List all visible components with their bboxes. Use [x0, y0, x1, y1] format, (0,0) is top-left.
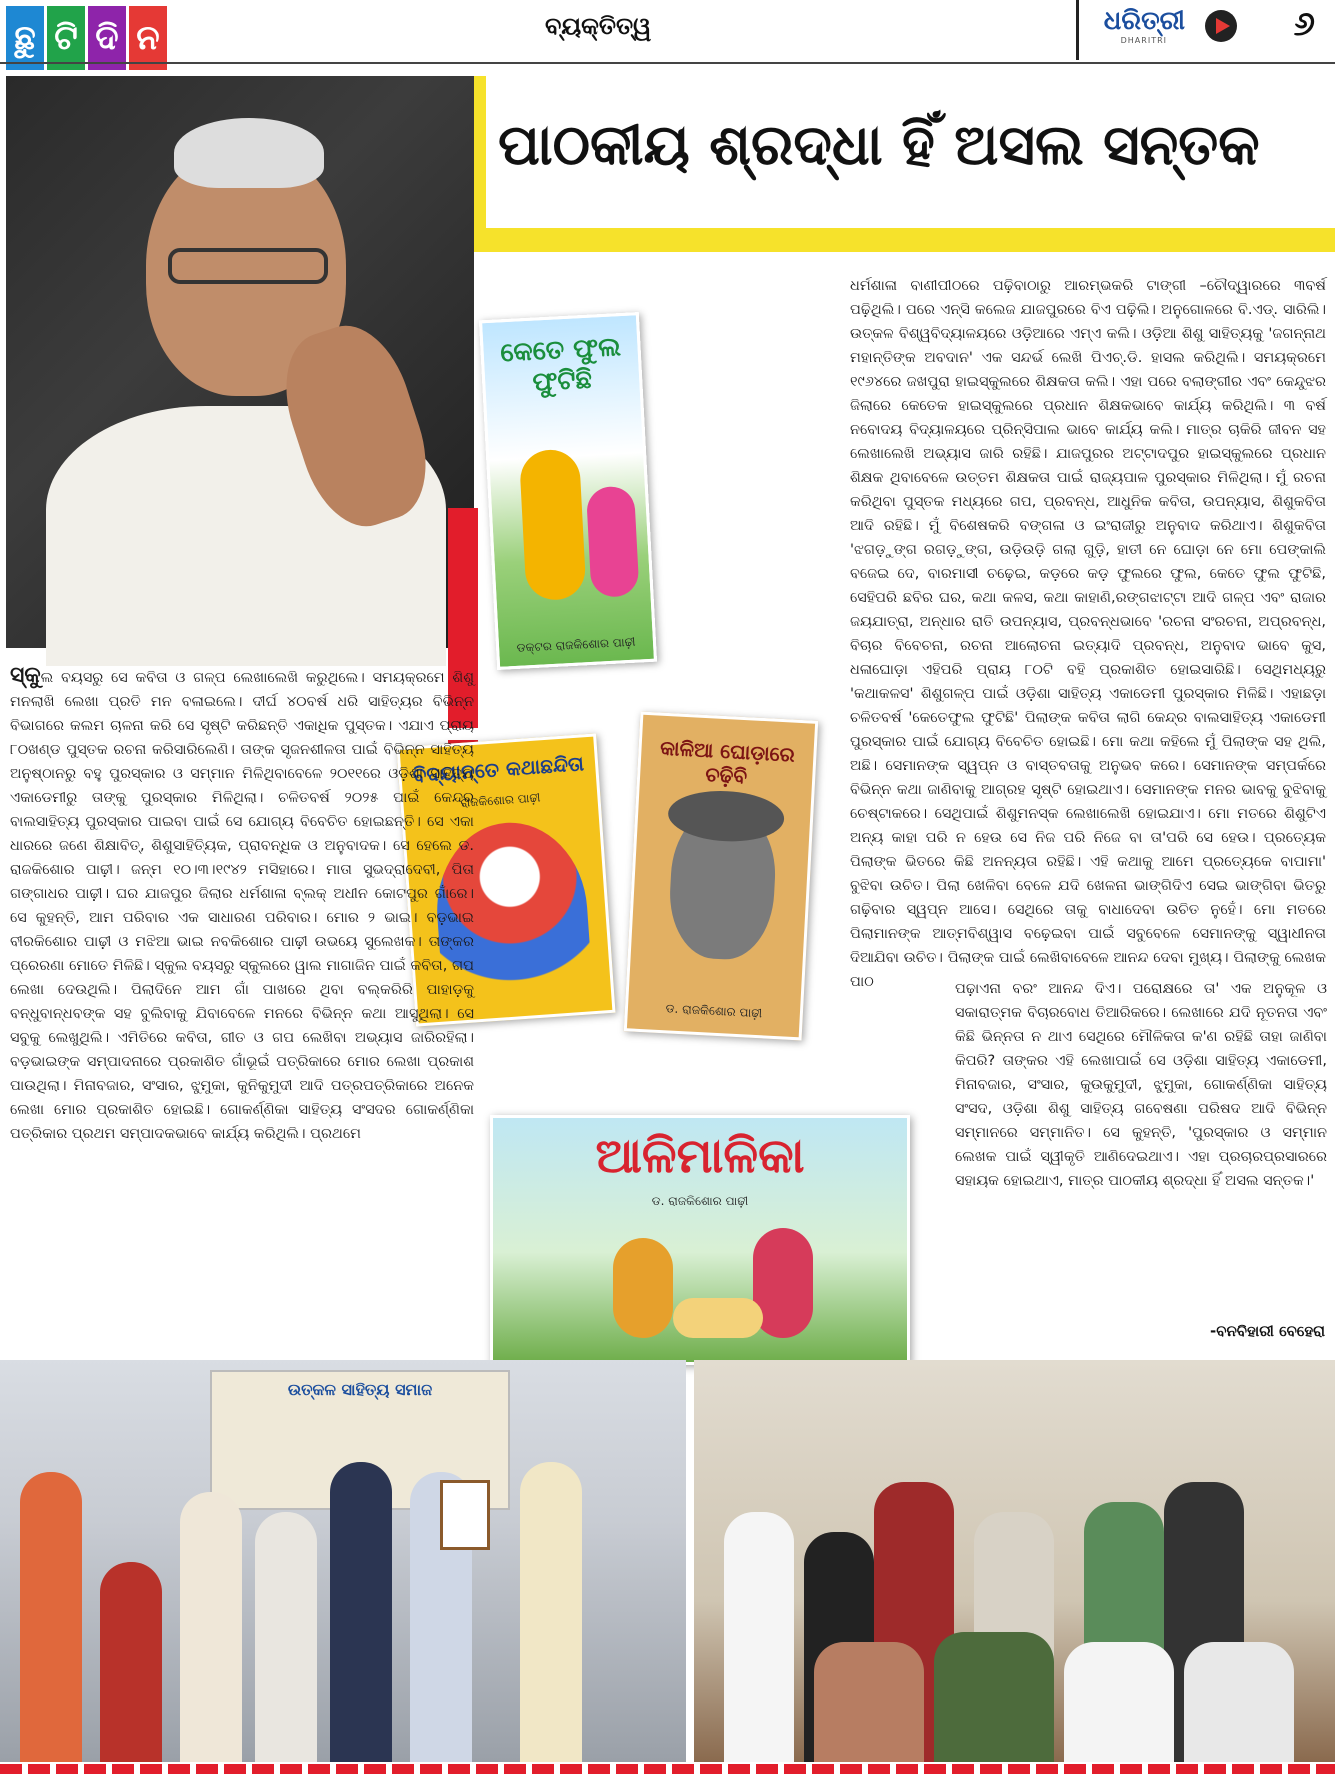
portrait-glasses	[168, 248, 328, 284]
person	[520, 1462, 582, 1762]
book-title: ଆଳିମାଳିକା	[595, 1128, 805, 1184]
person	[180, 1492, 242, 1762]
illustration-boy	[519, 448, 587, 601]
brand-subtitle: DHARITRI	[1120, 36, 1167, 45]
logo-letter: ଛୁ	[6, 6, 44, 70]
header-rule	[0, 62, 1335, 64]
person	[100, 1562, 162, 1762]
article-text: ପଢ଼ାଏନା ବରଂ ଆନନ୍ଦ ଦିଏ। ପରୋକ୍ଷରେ ତା' ଏକ ଅନୁକୂଳ ଓ ସକାରାତ୍ମକ ବିଚାରବୋଧ ତିଆରିକରେ। ଲେଖାରେ ଯଦି ନୂତନତା ଏବଂ କିଛି ଭିନ୍ନତା ନ ଥାଏ ସେଥିରେ ମୌଳିକତା କ'ଣ ରହିଛି ତାହା ଜାଣିବା କିପରି? ତାଙ୍କର ଏହି ଲେଖାପାଇଁ ସେ ଓଡ଼ିଶା ସାହିତ୍ୟ ଏକାଡେମୀ, ମିନାବଜାର, ସଂସାର, କୁଉକୁମୁଦୀ, ଝୁମୁକା, ଗୋକର୍ଣ୍ଣିକା ସାହିତ୍ୟ ସଂସଦ, ଓଡ଼ିଶା ଶିଶୁ ସାହିତ୍ୟ ଗବେଷଣା ପରିଷଦ ଆଦି ବିଭିନ୍ନ ସମ୍ମାନରେ ସମ୍ମାନିତ। ସେ କୁହନ୍ତି, 'ପୁରସ୍କାର ଓ ସମ୍ମାନ ଲେଖକ ପାଇଁ ସ୍ୱୀକୃତି ଆଣିଦେଇଥାଏ। ଏହା ପ୍ରଚାରପ୍ରସାରରେ ସହାୟକ ହୋଇଥାଏ, ମାତ୍ର ପାଠକୀୟ ଶ୍ରଦ୍ଧା ହିଁ ଅସଲ ସନ୍ତକ।'	[955, 981, 1327, 1189]
book-cover-4	[490, 1115, 910, 1365]
drop-cap: ସ୍କୁ	[10, 663, 41, 688]
section-logo	[6, 6, 170, 70]
page-number: ୬	[1293, 4, 1315, 44]
book-author: ଡ. ରାଜକିଶୋର ପାଢ଼ୀ	[651, 1194, 749, 1208]
footer-bar	[0, 1764, 1335, 1774]
headline: ପାଠକୀୟ ଶ୍ରଦ୍ଧା ହିଁ ଅସଲ ସନ୍ତକ	[498, 112, 1260, 178]
book-cover-1	[479, 312, 657, 670]
illustration-girl	[586, 486, 640, 598]
author-portrait	[6, 76, 474, 648]
book-cover-3	[624, 712, 819, 1041]
brand-logo: ଧରିତ୍ରୀ	[1103, 6, 1185, 36]
logo-letter: ଦି	[88, 6, 126, 70]
headline-accent	[474, 76, 486, 252]
book-title: କାଳିଆ ଘୋଡ଼ାରେ ଚଢ଼ିବି	[659, 735, 796, 789]
award-ceremony-photo	[0, 1360, 686, 1762]
banner-text: ଉତ୍କଳ ସାହିତ୍ୟ ସମାଜ	[287, 1380, 433, 1399]
family-photo	[694, 1360, 1335, 1762]
section-label: ବ୍ୟକ୍ତିତ୍ୱ	[545, 12, 652, 40]
person	[255, 1512, 317, 1762]
logo-letter: ନ	[129, 6, 167, 70]
person	[724, 1512, 794, 1762]
headline-underline	[474, 228, 1335, 252]
logo-letter: ଟି	[47, 6, 85, 70]
portrait-hair	[174, 118, 324, 188]
article-text: ଲ ବୟସରୁ ସେ କବିତା ଓ ଗଳ୍ପ ଲେଖାଲେଖି କରୁଥିଲେ। ସମୟକ୍ରମେ ଶିଶୁ ମନଲାଖି ଲେଖା ପ୍ରତି ମନ ବଳାଇଲେ। ଦୀର୍ଘ ୪୦ବର୍ଷ ଧରି ସାହିତ୍ୟର ବିଭିନ୍ନ ବିଭାଗରେ କଲମ ଚାଳନା କରି ସେ ସୃଷ୍ଟି କରିଛନ୍ତି ଏକାଧିକ ପୁସ୍ତକ। ଏଯାଏ ପ୍ରାୟ ୮୦ଖଣ୍ଡ ପୁସ୍ତକ ରଚନା କରିସାରିଲେଣି। ତାଙ୍କ ସୃଜନଶୀଳତା ପାଇଁ ବିଭିନ୍ନ ସାହିତ୍ୟ ଅନୁଷ୍ଠାନରୁ ବହୁ ପୁରସ୍କାର ଓ ସମ୍ମାନ ମିଳିଥିବାବେଳେ ୨୦୧୧ରେ ଓଡ଼ିଶା ସାହିତ୍ୟ ଏକାଡେମୀରୁ ତାଙ୍କୁ ପୁରସ୍କାର ମିଳିଥିଲା। ଚଳିତବର୍ଷ ୨୦୨୫ ପାଇଁ କେନ୍ଦ୍ର ବାଲସାହିତ୍ୟ ପୁରସ୍କାର ପାଇବା ପାଇଁ ସେ ଯୋଗ୍ୟ ବିବେଚିତ ହୋଇଛନ୍ତି। ସେ ଏକା ଧାରରେ ଜଣେ ଶିକ୍ଷାବିତ୍, ଶିଶୁସାହିତ୍ୟିକ, ପ୍ରାବନ୍ଧିକ ଓ ଅନୁବାଦକ। ସେ ହେଲେ ଡ. ରାଜକିଶୋର ପାଢ଼ୀ। ଜନ୍ମ ୧୦।୩।୧୯୪୨ ମସିହାରେ। ମାତା ସୁଭଦ୍ରାଦେବୀ, ପିତା ଗଙ୍ଗାଧର ପାଢ଼ୀ। ଘର ଯାଜପୁର ଜିଲାର ଧର୍ମଶାଳା ବ୍ଲକ୍ ଅଧୀନ କୋଟପୁର ଗାଁରେ। ସେ କୁହନ୍ତି, ଆମ ପରିବାର ଏକ ସାଧାରଣ ପରିବାର। ମୋର ୨ ଭାଇ। ବଡ଼ଭାଇ ବୀରକିଶୋର ପାଢ଼ୀ ଓ ମଝିଆ ଭାଇ ନବକିଶୋର ପାଢ଼ୀ ଉଭୟେ ସୁଲେଖକ। ତାଙ୍କର ପ୍ରେରଣା ମୋତେ ମିଳିଛି। ସ୍କୁଲ ବୟସରୁ ସ୍କୁଲରେ ୱାଲ ମାଗାଜିନ ପାଇଁ କବିତା, ଗପ ଲେଖା ଦେଉଥିଲି। ପିଲାଦିନେ ଆମ ଗାଁ ପାଖରେ ଥିବା ବଲ୍କରିରି ପାହାଡ଼କୁ ବନ୍ଧୁବାନ୍ଧବଙ୍କ ସହ ବୁଲିବାକୁ ଯିବାବେଳେ ମନରେ ବିଭିନ୍ନ କଥା ଆସୁଥିଲା। ସେ ସବୁକୁ ଲେଖୁଥିଲି। ଏମିତିରେ କବିତା, ଗୀତ ଓ ଗପ ଲେଖିବା ଅଭ୍ୟାସ ଜାରିରହିଲା। ବଡ଼ଭାଇଙ୍କ ସମ୍ପାଦନାରେ ପ୍ରକାଶିତ ଗାଁଭୂଇଁ ପତ୍ରିକାରେ ମୋର ଲେଖା ପ୍ରକାଶ ପାଉଥିଲା। ମିନାବଜାର, ସଂସାର, ଝୁମୁକା, କୁନିକୁମୁଦୀ ଆଦି ପତ୍ରପତ୍ରିକାରେ ଅନେକ ଲେଖା ମୋର ପ୍ରକାଶିତ ହୋଇଛି। ଗୋକର୍ଣ୍ଣିକା ସାହିତ୍ୟ ସଂସଦର ଗୋକର୍ଣ୍ଣିକା ପତ୍ରିକାର ପ୍ରଥମ ସମ୍ପାଦକଭାବେ କାର୍ଯ୍ୟ କରିଥିଲି। ପ୍ରଥମେ	[10, 670, 474, 1142]
person	[1184, 1642, 1294, 1762]
certificate	[440, 1480, 490, 1550]
masthead	[0, 0, 1335, 76]
book-author: ଡକ୍ଟର ରାଜକିଶୋର ପାଢ଼ୀ	[516, 634, 636, 655]
byline: -ବନବିହାରୀ ବେହେରା	[1210, 1322, 1325, 1340]
article-column-left	[10, 664, 474, 1192]
article-text: ଧର୍ମଶାଳା ବାଣୀପୀଠରେ ପଢ଼ିବାଠାରୁ ଆରମ୍ଭକରି ଟାଙ୍ଗୀ –ଚୌଦ୍ୱାରରେ ୩ବର୍ଷ ପଢ଼ିଥିଲି। ପରେ ଏନ୍‌ସି କଲେଜ ଯାଜପୁରରେ ବିଏ ପଢ଼ିଲି। ଅନୁଗୋଳରେ ବି.ଏଡ୍. ସାରିଲି। ଉତ୍କଳ ବିଶ୍ୱବିଦ୍ୟାଳୟରେ ଓଡ଼ିଆରେ ଏମ୍ଏ କଲି। ଓଡ଼ିଆ ଶିଶୁ ସାହିତ୍ୟକୁ 'ଜଗନ୍ନାଥ ମହାନ୍ତିଙ୍କ ଅବଦାନ' ଏକ ସନ୍ଦର୍ଭ ଲେଖି ପିଏଚ୍.ଡି. ହାସଲ କରିଥିଲି। ସମୟକ୍ରମେ ୧୯୬୪ରେ ଜଖପୁରା ହାଇସ୍କୁଲରେ ଶିକ୍ଷକତା କଲି। ଏହା ପରେ ବଲାଙ୍ଗୀର ଏବଂ କେନ୍ଦୁଝର ଜିଲାରେ କେତେକ ହାଇସ୍କୁଲରେ ପ୍ରଧାନ ଶିକ୍ଷକଭାବେ କାର୍ଯ୍ୟ କରିଥିଲି। ୩ ବର୍ଷ ନବୋଦୟ ବିଦ୍ୟାଳୟରେ ପ୍ରିନ୍ସିପାଲ ଭାବେ କାର୍ଯ୍ୟ କଲି। ମାତ୍ର ଚାକିରି ଜୀବନ ସହ ଲେଖାଲେଖି ଅଭ୍ୟାସ ଜାରି ରହିଛି। ଯାଜପୁରର ଅଟ୍ଟାଦପୁର ହାଇସ୍କୁଲରେ ପ୍ରଧାନ ଶିକ୍ଷକ ଥିବାବେଳେ ଉତ୍ତମ ଶିକ୍ଷକତା ପାଇଁ ରାଜ୍ୟପାଳ ପୁରସ୍କାର ମିଳିଥିଲା। ମୁଁ ରଚନା କରିଥିବା ପୁସ୍ତକ ମଧ୍ୟରେ ଗପ, ପ୍ରବନ୍ଧ, ଆଧୁନିକ କବିତା, ଉପନ୍ୟାସ, ଶିଶୁକବିତା ଆଦି ରହିଛି। ମୁଁ ବିଶେଷକରି ବଙ୍ଗଳା ଓ ଇଂରାଜୀରୁ ଅନୁବାଦ କରିଥାଏ। ଶିଶୁକବିତା 'ଝଗଡ଼ୁଙ୍ଗ ରଗଡ଼ୁଙ୍ଗ, ଉଡ଼ିଉଡ଼ି ଗଲା ଗୁଡ଼ି, ହାତୀ ନେ ଘୋଡ଼ା ନେ ମୋ ପେଙ୍କାଲି ବଜେଇ ଦେ, ବାରମାସୀ ଚଢ଼େଇ, କଡ଼ରେ କଡ଼ ଫୁଲରେ ଫୁଲ, କେତେ ଫୁଲ ଫୁଟିଛି, ସେହିପରି ଛବିର ଘର, କଥା କଳସ, କଥା କାହାଣି,ରଙ୍ଗଝାଟ୍ଟା ଆଦି ଗଳ୍ପ ଏବଂ ରାଜାର ଜୟଯାତ୍ରା, ଅନ୍ଧାର ରାତି ଉପନ୍ୟାସ, ପ୍ରବନ୍ଧଭାବେ 'ରଚନା ସଂରଚନା, ଅପ୍ରବନ୍ଧ, ବିଚାର ବିବେଚନା, ରଚନା ଆଲୋଚନା ଇତ୍ୟାଦି ପ୍ରବନ୍ଧ, ଅନୁବାଦ ଭାବେ କୁସ, ଧଳାଘୋଡ଼ା ଏହିପରି ପ୍ରାୟ ୮୦ଟି ବହି ପ୍ରକାଶିତ ହୋଇସାରିଛି। ସେଥିମଧ୍ୟରୁ 'କଥାକଳସ' ଶିଶୁଗଳ୍ପ ପାଇଁ ଓଡ଼ିଶା ସାହିତ୍ୟ ଏକାଡେମୀ ପୁରସ୍କାର ମିଳିଛି। ଏହାଛଡ଼ା ଚଳିତବର୍ଷ 'କେତେଫୁଲ ଫୁଟିଛି' ପିଲାଙ୍କ କବିତା ଲାଗି କେନ୍ଦ୍ର ବାଲସାହିତ୍ୟ ଏକାଡେମୀ ପୁରସ୍କାର ପାଇଁ ଯୋଗ୍ୟ ବିବେଚିତ ହୋଇଛି। ମୋ କଥା କହିଲେ ମୁଁ ପିଲାଙ୍କ ସହ ଥିଲି, ଅଛି। ସେମାନଙ୍କ ସ୍ୱପ୍ନ ଓ ବାସ୍ତବତାକୁ ଅନୁଭବ କରେ। ସେମାନଙ୍କ ସମ୍ପର୍କରେ ବିଭିନ୍ନ କଥା ଜାଣିବାକୁ ଆଗ୍ରହ ସୃଷ୍ଟି ହୋଇଥାଏ। ସେମାନଙ୍କ ମନର ଭାବକୁ ବୁଝିବାକୁ ଚେଷ୍ଟାକରେ। ସେଥିପାଇଁ ଶିଶୁମନସ୍କ ଲେଖାଲେଖି ହୋଇଯାଏ। ମୋ ମତରେ ଶିଶୁଟିଏ ଅନ୍ୟ କାହା ପରି ନ ହେଉ ସେ ନିଜ ପରି ନିଜେ ବା ତା'ପରି ସେ ହେଉ। ପ୍ରତ୍ୟେକ ପିଲାଙ୍କ ଭିତରେ କିଛି ଅନନ୍ୟତା ରହିଛି। ଏହି କଥାକୁ ଆମେ ପ୍ରତ୍ୟେକେ ବାପାମା' ବୁଝିବା ଉଚିତ। ପିଲା ଖେଳିବା ବେଳେ ଯଦି ଖେଳନା ଭାଙ୍ଗିଦିଏ ସେଇ ଭାଙ୍ଗିବା ଭିତରୁ ଗଢ଼ିବାର ସ୍ୱପ୍ନ ଆସେ। ସେଥିରେ ତାକୁ ବାଧାଦେବା ଉଚିତ ନୁହେଁ। ମୋ ମତରେ ପିଲାମାନଙ୍କ ଆତ୍ମବିଶ୍ୱାସ ବଢ଼େଇବା ପାଇଁ ସବୁବେଳେ ସେମାନଙ୍କୁ ସ୍ୱାଧୀନତା ଦିଆଯିବା ଉଚିତ। ପିଲାଙ୍କ ପାଇଁ ଲେଖିବାବେଳେ ଆନନ୍ଦ ଦେବା ମୁଖ୍ୟ। ପିଲାଙ୍କୁ ଲେଖକ ପାଠ	[850, 278, 1326, 990]
book-title: କେତେ ଫୁଲ ଫୁଟିଛି	[499, 332, 622, 398]
article-column-right-continued	[955, 977, 1327, 1321]
person	[330, 1462, 392, 1762]
article-column-right	[850, 274, 1326, 990]
illustration-child	[613, 1238, 673, 1338]
person	[814, 1642, 924, 1762]
divider	[1076, 0, 1079, 60]
illustration-child	[673, 1298, 763, 1338]
book-author: ଡ. ରାଜକିଶୋର ପାଢ଼ୀ	[665, 1001, 763, 1021]
person	[1064, 1642, 1174, 1762]
book-title: ବିଦ୍ୟାନ୍ତେ କଥାଛନ୍ଦିତା	[411, 751, 585, 788]
book-author: ରାଜକିଶୋର ପାଢ଼ୀ	[460, 790, 541, 810]
person	[20, 1472, 82, 1762]
play-icon	[1205, 10, 1237, 42]
person	[934, 1632, 1054, 1762]
